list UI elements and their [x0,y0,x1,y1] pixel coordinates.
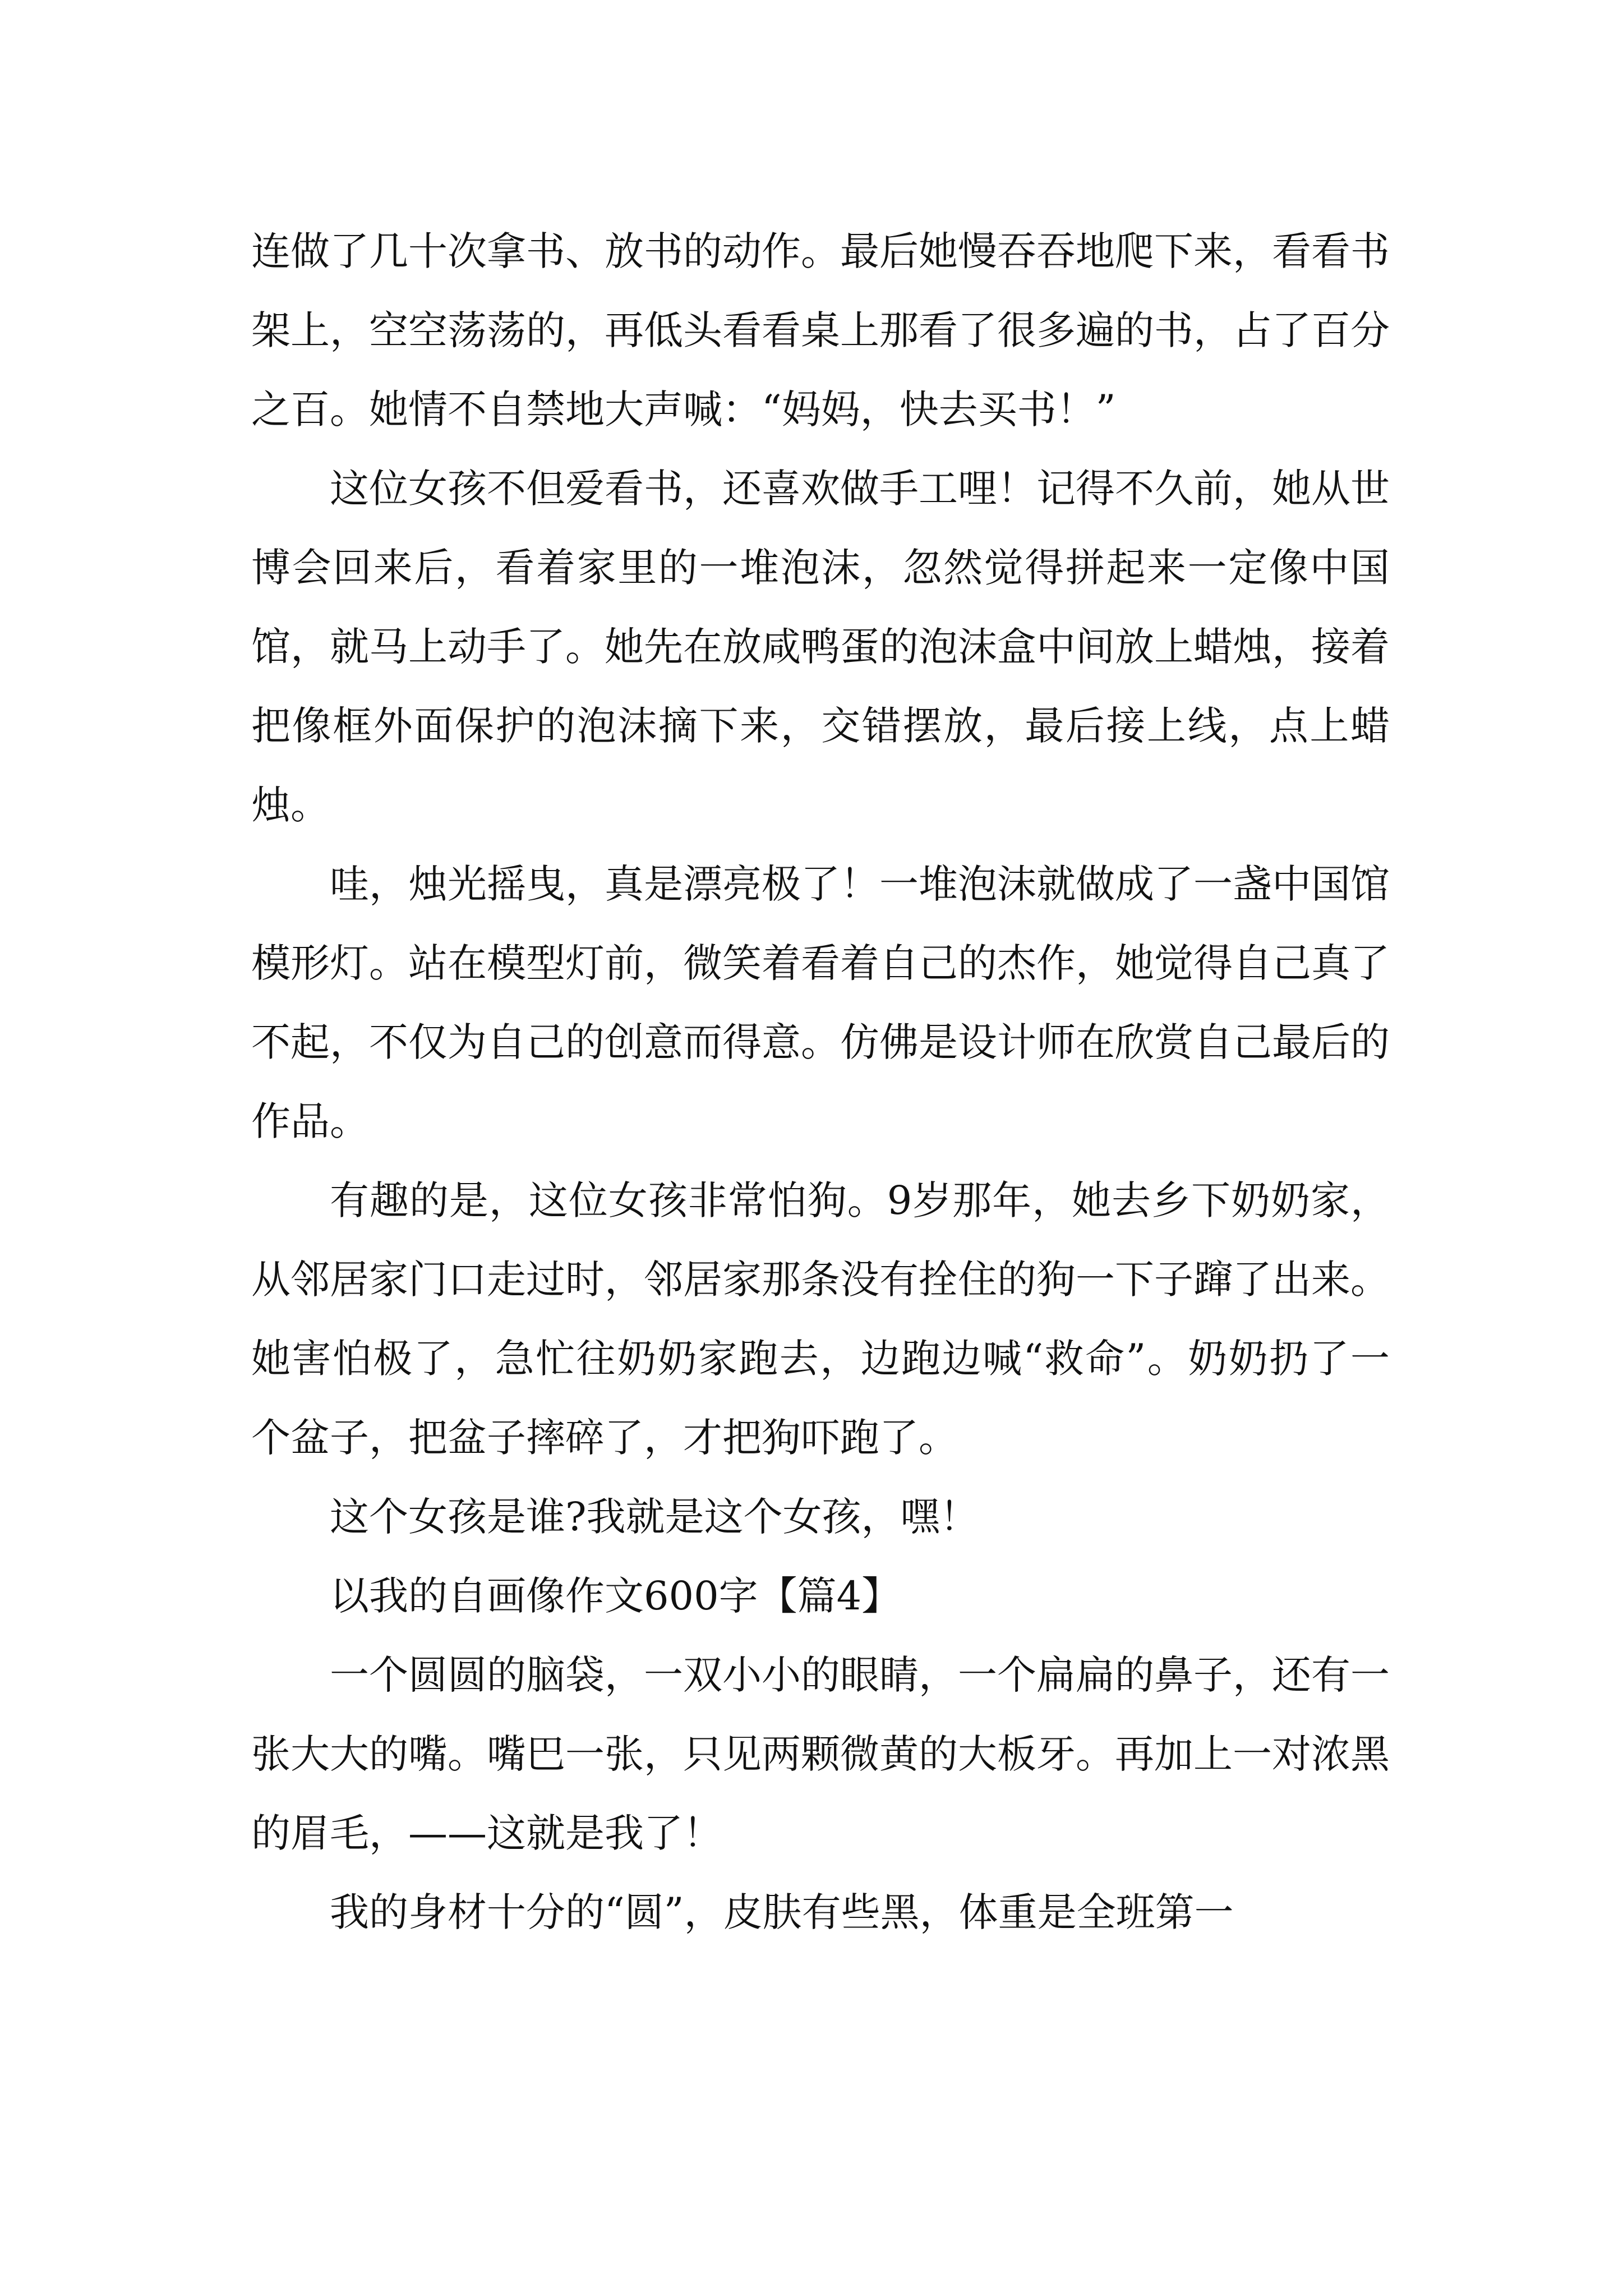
paragraph-candlelight: 哇，烛光摇曳，真是漂亮极了！一堆泡沫就做成了一盏中国馆模形灯。站在模型灯前，微笑着看着自己的杰作，她觉得自己真了不起，不仅为自己的创意而得意。仿佛是设计师在欣赏自己最后的作品。 [251,861,1390,1144]
paragraph-handicraft: 这位女孩不但爱看书，还喜欢做手工哩！记得不久前，她从世博会回来后，看着家里的一堆泡沫，忽然觉得拼起来一定像中国馆，就马上动手了。她先在放咸鸭蛋的泡沫盒中间放上蜡烛，接着把像框外面保护的泡沫摘下来，交错摆放，最后接上线，点上蜡烛。 [251,466,1390,828]
paragraph-self-portrait: 一个圆圆的脑袋，一双小小的眼睛，一个扁扁的鼻子，还有一张大大的嘴。嘴巴一张，只见两颗微黄的大板牙。再加上一对浓黑的眉毛，——这就是我了！ [251,1652,1390,1856]
paragraph-who-is-the-girl: 这个女孩是谁?我就是这个女孩，嘿！ [330,1494,979,1540]
section-heading: 以我的自画像作文600字【篇4】 [330,1573,901,1619]
paragraph-afraid-of-dogs: 有趣的是，这位女孩非常怕狗。9岁那年，她去乡下奶奶家，从邻居家门口走过时，邻居家那条没有拴住的狗一下子蹿了出来。她害怕极了，急忙往奶奶家跑去，边跑边喊“救命”。奶奶扔了一个盆子，把盆子摔碎了，才把狗吓跑了。 [251,1177,1390,1461]
paragraph-body-figure: 我的身材十分的“圆”，皮肤有些黑，体重是全班第一 [330,1889,1234,1935]
paragraph-continued: 连做了几十次拿书、放书的动作。最后她慢吞吞地爬下来，看看书架上，空空荡荡的，再低头看看桌上那看了很多遍的书，占了百分之百。她情不自禁地大声喊：“妈妈，快去买书！” [251,228,1390,432]
document-body [251,212,1390,1952]
